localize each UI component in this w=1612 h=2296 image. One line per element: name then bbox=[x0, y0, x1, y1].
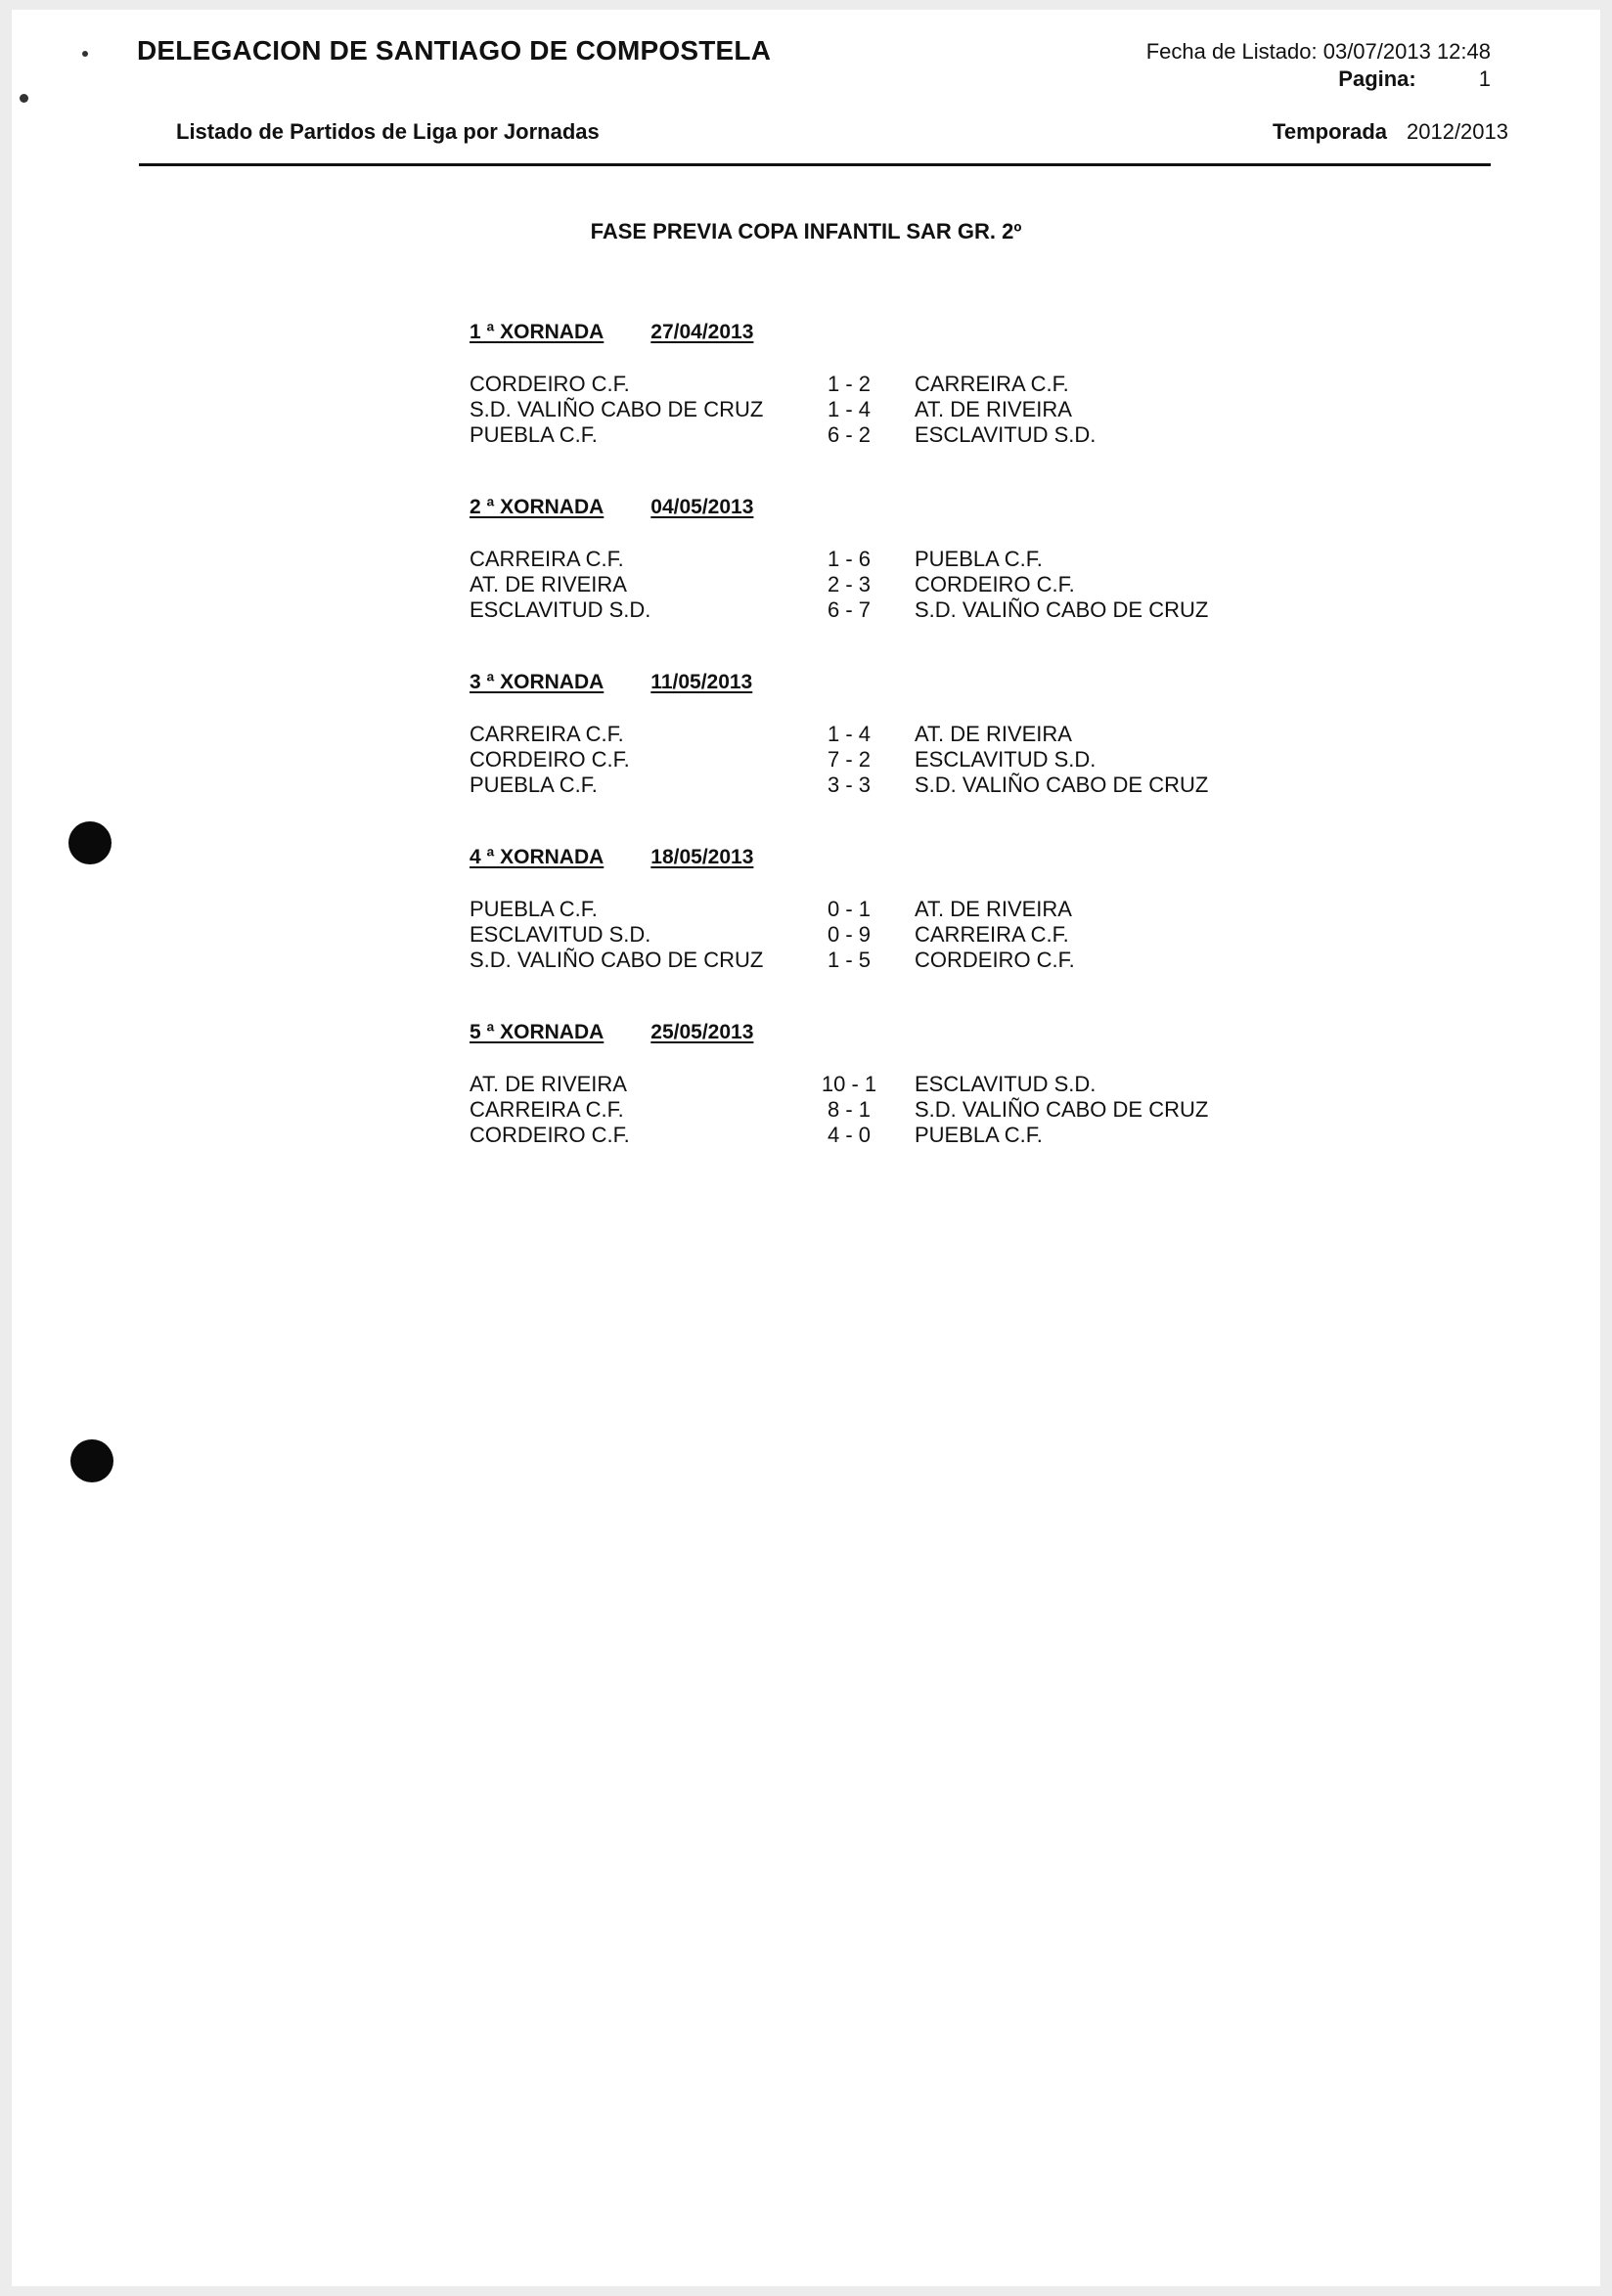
match-score: 10 - 1 bbox=[821, 1072, 877, 1096]
match-score: 7 - 2 bbox=[827, 747, 872, 772]
listing-subtitle: Listado de Partidos de Liga por Jornadas bbox=[176, 119, 600, 144]
home-team: PUEBLA C.F. bbox=[470, 897, 598, 921]
punch-hole-upper bbox=[68, 821, 112, 864]
home-team: AT. DE RIVEIRA bbox=[470, 1072, 627, 1096]
match-score: 6 - 2 bbox=[827, 422, 872, 447]
round-date: 11/05/2013 bbox=[650, 671, 753, 693]
round-date: 27/04/2013 bbox=[650, 321, 754, 343]
match-score: 0 - 1 bbox=[827, 897, 872, 921]
round-heading bbox=[470, 321, 753, 344]
round-heading bbox=[470, 496, 753, 519]
match-row bbox=[470, 372, 1350, 397]
away-team: S.D. VALIÑO CABO DE CRUZ bbox=[915, 597, 1209, 622]
round-title: 4 ª XORNADA bbox=[470, 846, 604, 868]
organization-name: DELEGACION DE SANTIAGO DE COMPOSTELA bbox=[137, 35, 772, 66]
round-block bbox=[470, 1021, 1350, 1148]
scan-speck bbox=[82, 51, 88, 57]
home-team: S.D. VALIÑO CABO DE CRUZ bbox=[470, 397, 764, 421]
season-label: Temporada bbox=[1273, 119, 1387, 144]
round-heading bbox=[470, 671, 752, 694]
round-title: 2 ª XORNADA bbox=[470, 496, 604, 518]
page-value: 1 bbox=[1478, 66, 1491, 91]
match-row bbox=[470, 572, 1350, 597]
match-row bbox=[470, 422, 1350, 448]
round-date: 04/05/2013 bbox=[650, 496, 754, 518]
match-row bbox=[470, 948, 1350, 973]
home-team: CARREIRA C.F. bbox=[470, 1097, 624, 1122]
round-heading bbox=[470, 1021, 753, 1044]
match-row bbox=[470, 922, 1350, 948]
home-team: S.D. VALIÑO CABO DE CRUZ bbox=[470, 948, 764, 972]
away-team: CORDEIRO C.F. bbox=[915, 948, 1075, 972]
match-row bbox=[470, 897, 1350, 922]
away-team: ESCLAVITUD S.D. bbox=[915, 747, 1097, 772]
away-team: AT. DE RIVEIRA bbox=[915, 722, 1072, 746]
home-team: PUEBLA C.F. bbox=[470, 773, 598, 797]
home-team: ESCLAVITUD S.D. bbox=[470, 597, 651, 622]
away-team: S.D. VALIÑO CABO DE CRUZ bbox=[915, 1097, 1209, 1122]
home-team: PUEBLA C.F. bbox=[470, 422, 598, 447]
away-team: S.D. VALIÑO CABO DE CRUZ bbox=[915, 773, 1209, 797]
match-score: 1 - 6 bbox=[827, 547, 872, 571]
header-divider bbox=[139, 163, 1491, 166]
scan-speck bbox=[20, 94, 28, 103]
away-team: AT. DE RIVEIRA bbox=[915, 397, 1072, 421]
match-score: 3 - 3 bbox=[827, 773, 872, 797]
match-score: 1 - 2 bbox=[827, 372, 872, 396]
away-team: CARREIRA C.F. bbox=[915, 372, 1069, 396]
listing-date: Fecha de Listado: 03/07/2013 12:48 bbox=[1145, 39, 1491, 64]
home-team: CORDEIRO C.F. bbox=[470, 372, 630, 396]
match-score: 4 - 0 bbox=[827, 1123, 872, 1147]
rounds-list bbox=[470, 321, 1350, 1196]
home-team: CORDEIRO C.F. bbox=[470, 747, 630, 772]
home-team: ESCLAVITUD S.D. bbox=[470, 922, 651, 947]
round-date: 25/05/2013 bbox=[650, 1021, 754, 1043]
round-block bbox=[470, 846, 1350, 973]
match-row bbox=[470, 1123, 1350, 1148]
away-team: AT. DE RIVEIRA bbox=[915, 897, 1072, 921]
round-date: 18/05/2013 bbox=[650, 846, 754, 868]
away-team: PUEBLA C.F. bbox=[915, 547, 1043, 571]
punch-hole-lower bbox=[70, 1439, 113, 1482]
away-team: PUEBLA C.F. bbox=[915, 1123, 1043, 1147]
away-team: CORDEIRO C.F. bbox=[915, 572, 1075, 596]
match-row bbox=[470, 1072, 1350, 1097]
round-title: 3 ª XORNADA bbox=[470, 671, 604, 693]
match-score: 1 - 5 bbox=[827, 948, 872, 972]
round-block bbox=[470, 496, 1350, 623]
match-row bbox=[470, 397, 1350, 422]
away-team: ESCLAVITUD S.D. bbox=[915, 1072, 1097, 1096]
round-block bbox=[470, 321, 1350, 448]
match-score: 8 - 1 bbox=[827, 1097, 872, 1122]
home-team: CORDEIRO C.F. bbox=[470, 1123, 630, 1147]
season bbox=[1273, 119, 1508, 145]
away-team: CARREIRA C.F. bbox=[915, 922, 1069, 947]
match-row bbox=[470, 722, 1350, 747]
match-score: 0 - 9 bbox=[827, 922, 872, 947]
match-score: 1 - 4 bbox=[827, 722, 872, 746]
home-team: CARREIRA C.F. bbox=[470, 547, 624, 571]
home-team: CARREIRA C.F. bbox=[470, 722, 624, 746]
match-score: 6 - 7 bbox=[827, 597, 872, 622]
round-heading bbox=[470, 846, 753, 869]
document-header bbox=[0, 0, 1612, 196]
match-row bbox=[470, 547, 1350, 572]
match-row bbox=[470, 747, 1350, 773]
page-label: Pagina: bbox=[1338, 66, 1416, 91]
match-row bbox=[470, 597, 1350, 623]
page-number bbox=[1338, 66, 1491, 92]
away-team: ESCLAVITUD S.D. bbox=[915, 422, 1097, 447]
round-block bbox=[470, 671, 1350, 798]
match-score: 2 - 3 bbox=[827, 572, 872, 596]
competition-title: FASE PREVIA COPA INFANTIL SAR GR. 2º bbox=[590, 219, 1022, 243]
match-row bbox=[470, 1097, 1350, 1123]
match-score: 1 - 4 bbox=[827, 397, 872, 421]
match-row bbox=[470, 773, 1350, 798]
round-title: 5 ª XORNADA bbox=[470, 1021, 604, 1043]
home-team: AT. DE RIVEIRA bbox=[470, 572, 627, 596]
season-value: 2012/2013 bbox=[1407, 119, 1508, 144]
round-title: 1 ª XORNADA bbox=[470, 321, 604, 343]
